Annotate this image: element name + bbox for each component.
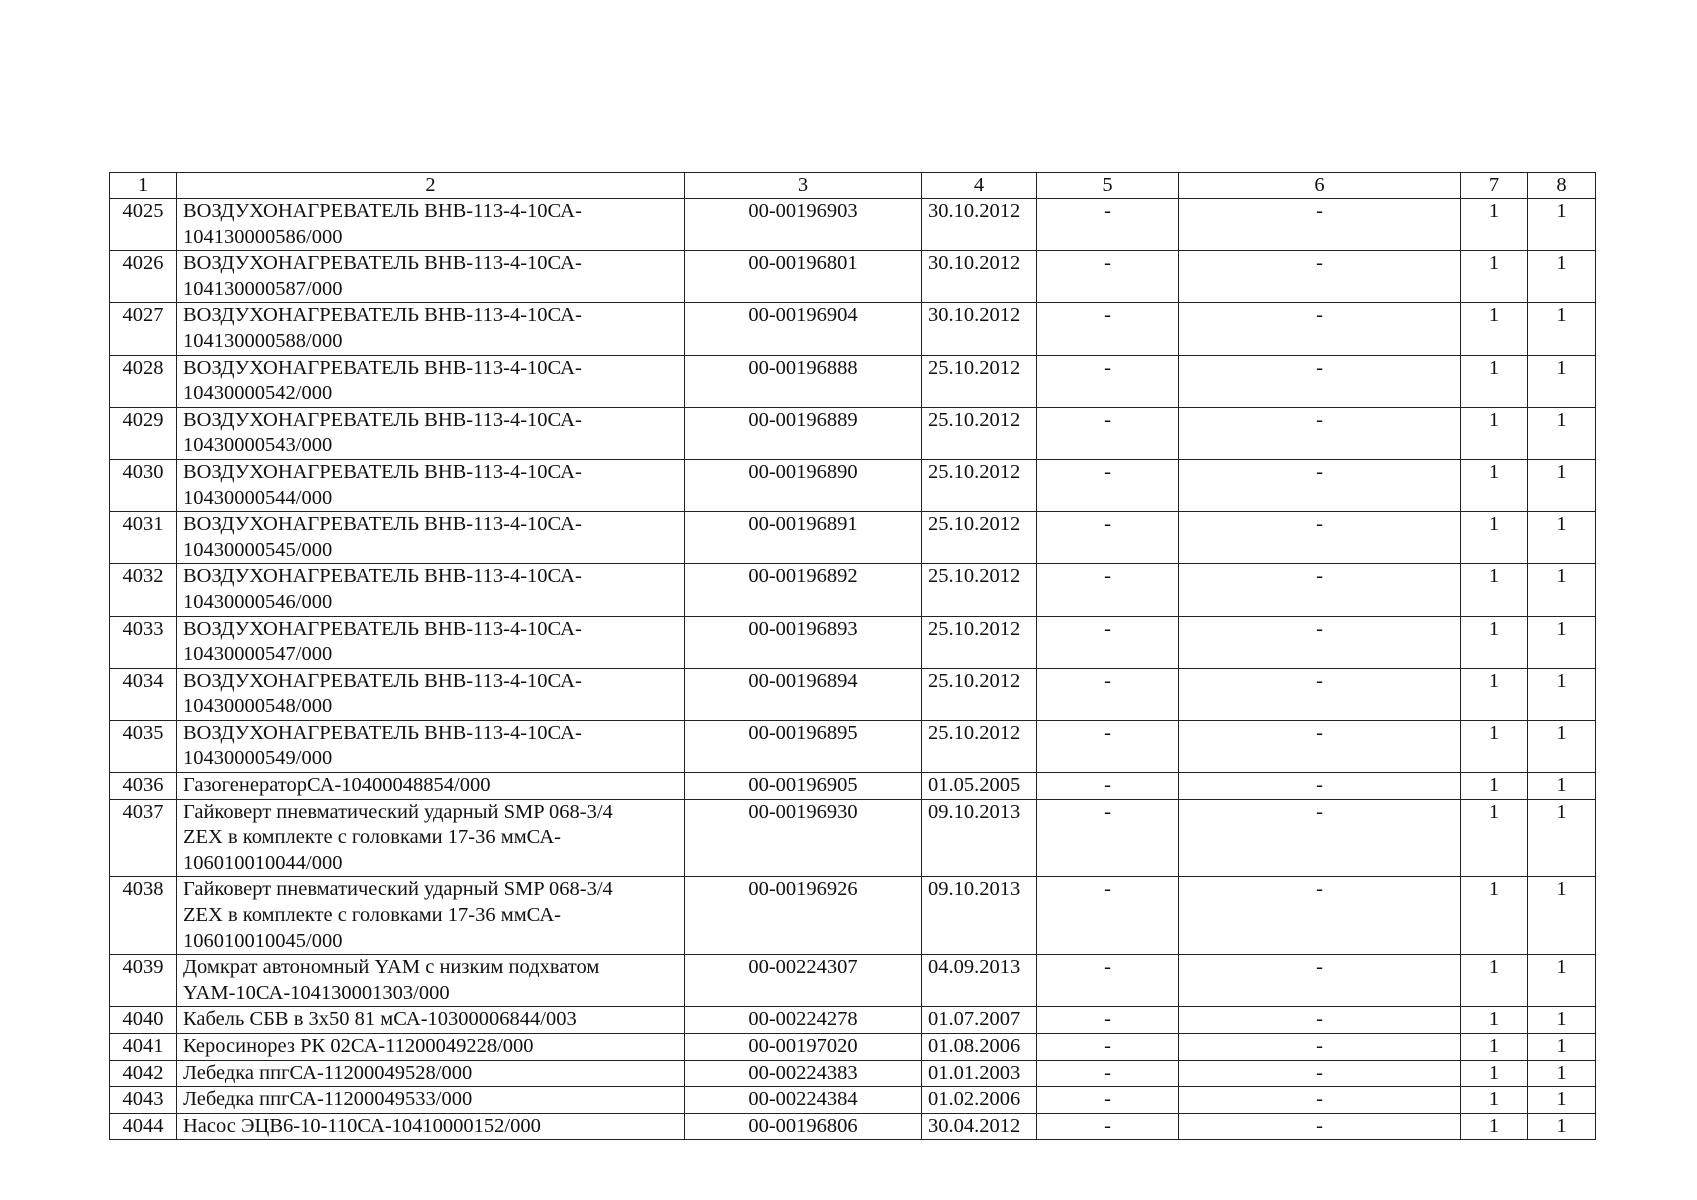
column-5-cell: - — [1037, 355, 1179, 407]
column-5-cell: - — [1037, 512, 1179, 564]
row-number-cell: 4044 — [110, 1113, 177, 1140]
item-name-line: 10430000546/000 — [183, 590, 333, 613]
item-name-line: Лебедка ппгСА-11200049533/000 — [183, 1088, 473, 1111]
item-name-line: ВОЗДУХОНАГРЕВАТЕЛЬ ВНВ-113-4-10СА- — [183, 669, 582, 692]
item-name-line: ВОЗДУХОНАГРЕВАТЕЛЬ ВНВ-113-4-10СА- — [183, 200, 582, 222]
item-name-line: YAM-10СА-104130001303/000 — [183, 981, 450, 1004]
column-8-cell: 1 — [1528, 1007, 1596, 1034]
column-8-cell: 1 — [1528, 1034, 1596, 1061]
column-5-cell: - — [1037, 877, 1179, 955]
table-row — [110, 1087, 1596, 1114]
column-7-cell: 1 — [1461, 459, 1528, 511]
column-5-cell: - — [1037, 955, 1179, 1007]
column-7-cell: 1 — [1461, 955, 1528, 1007]
row-number-cell: 4038 — [110, 877, 177, 955]
row-number-cell: 4035 — [110, 720, 177, 772]
item-name-line: Лебедка ппгСА-11200049528/000 — [183, 1061, 473, 1084]
row-number-cell: 4027 — [110, 303, 177, 355]
row-number-cell: 4025 — [110, 199, 177, 251]
item-name-line: Гайковерт пневматический ударный SMP 068-3/4 — [183, 800, 613, 823]
item-name-line: ZEX в комплекте с головками 17-36 ммСА- — [183, 904, 561, 927]
inventory-code-cell: 00-00196891 — [685, 512, 922, 564]
date-cell: 25.10.2012 — [922, 355, 1037, 407]
inventory-code-cell: 00-00197020 — [685, 1034, 922, 1061]
row-number-cell: 4030 — [110, 459, 177, 511]
table-row — [110, 1113, 1596, 1140]
column-8-cell: 1 — [1528, 459, 1596, 511]
row-number-cell: 4042 — [110, 1060, 177, 1087]
item-name-line: 104130000588/000 — [183, 329, 343, 352]
inventory-code-cell: 00-00196926 — [685, 877, 922, 955]
column-8-cell: 1 — [1528, 955, 1596, 1007]
item-name-line: ВОЗДУХОНАГРЕВАТЕЛЬ ВНВ-113-4-10СА- — [183, 356, 582, 379]
item-name-line: ВОЗДУХОНАГРЕВАТЕЛЬ ВНВ-113-4-10СА- — [183, 721, 582, 744]
table-row — [110, 668, 1596, 720]
table-row — [110, 459, 1596, 511]
inventory-code-cell: 00-00196904 — [685, 303, 922, 355]
column-7-cell: 1 — [1461, 512, 1528, 564]
column-6-cell: - — [1179, 512, 1461, 564]
date-cell: 25.10.2012 — [922, 616, 1037, 668]
table-row — [110, 407, 1596, 459]
item-name-line: 106010010044/000 — [183, 851, 343, 874]
item-name-line: ВОЗДУХОНАГРЕВАТЕЛЬ ВНВ-113-4-10СА- — [183, 513, 582, 536]
table-row — [110, 303, 1596, 355]
column-7-cell: 1 — [1461, 1060, 1528, 1087]
date-cell: 01.01.2003 — [922, 1060, 1037, 1087]
inventory-code-cell: 00-00196895 — [685, 720, 922, 772]
item-name-cell — [177, 616, 685, 668]
column-5-cell: - — [1037, 459, 1179, 511]
item-name-line: Насос ЭЦВ6-10-110СА-10410000152/000 — [183, 1114, 541, 1137]
column-7-cell: 1 — [1461, 303, 1528, 355]
column-5-cell: - — [1037, 1007, 1179, 1034]
column-7-cell: 1 — [1461, 799, 1528, 877]
column-7-cell: 1 — [1461, 668, 1528, 720]
item-name-line: ZEX в комплекте с головками 17-36 ммСА- — [183, 826, 561, 849]
column-8-cell: 1 — [1528, 303, 1596, 355]
column-7-cell: 1 — [1461, 1007, 1528, 1034]
column-6-cell: - — [1179, 1087, 1461, 1114]
column-header: 6 — [1179, 173, 1461, 199]
row-number-cell: 4040 — [110, 1007, 177, 1034]
date-cell: 01.02.2006 — [922, 1087, 1037, 1114]
date-cell: 30.10.2012 — [922, 303, 1037, 355]
inventory-code-cell: 00-00224278 — [685, 1007, 922, 1034]
column-8-cell: 1 — [1528, 877, 1596, 955]
column-8-cell: 1 — [1528, 616, 1596, 668]
inventory-code-cell: 00-00196890 — [685, 459, 922, 511]
item-name-line: 10430000545/000 — [183, 538, 333, 561]
date-cell: 25.10.2012 — [922, 459, 1037, 511]
column-7-cell: 1 — [1461, 407, 1528, 459]
item-name-cell — [177, 459, 685, 511]
item-name-line: ГазогенераторСА-10400048854/000 — [183, 774, 491, 797]
item-name-line: 104130000586/000 — [183, 225, 343, 248]
column-8-cell: 1 — [1528, 1087, 1596, 1114]
column-6-cell: - — [1179, 459, 1461, 511]
item-name-cell — [177, 1007, 685, 1034]
column-7-cell: 1 — [1461, 877, 1528, 955]
column-7-cell: 1 — [1461, 355, 1528, 407]
table-row — [110, 1007, 1596, 1034]
item-name-cell — [177, 720, 685, 772]
item-name-cell — [177, 199, 685, 251]
column-7-cell: 1 — [1461, 199, 1528, 251]
column-6-cell: - — [1179, 1034, 1461, 1061]
inventory-table — [109, 172, 1596, 1140]
column-7-cell: 1 — [1461, 1113, 1528, 1140]
column-7-cell: 1 — [1461, 564, 1528, 616]
column-header: 8 — [1528, 173, 1596, 199]
table-row — [110, 251, 1596, 303]
inventory-code-cell: 00-00196889 — [685, 407, 922, 459]
column-7-cell: 1 — [1461, 773, 1528, 800]
column-6-cell: - — [1179, 799, 1461, 877]
column-8-cell: 1 — [1528, 773, 1596, 800]
column-6-cell: - — [1179, 955, 1461, 1007]
column-7-cell: 1 — [1461, 251, 1528, 303]
item-name-line: 106010010045/000 — [183, 929, 343, 952]
column-6-cell: - — [1179, 1113, 1461, 1140]
column-5-cell: - — [1037, 1060, 1179, 1087]
table-row — [110, 773, 1596, 800]
date-cell: 25.10.2012 — [922, 407, 1037, 459]
row-number-cell: 4043 — [110, 1087, 177, 1114]
column-7-cell: 1 — [1461, 1034, 1528, 1061]
column-8-cell: 1 — [1528, 512, 1596, 564]
table-row — [110, 720, 1596, 772]
item-name-line: ВОЗДУХОНАГРЕВАТЕЛЬ ВНВ-113-4-10СА- — [183, 252, 582, 275]
inventory-code-cell: 00-00196806 — [685, 1113, 922, 1140]
item-name-line: ВОЗДУХОНАГРЕВАТЕЛЬ ВНВ-113-4-10СА- — [183, 460, 582, 483]
column-header: 4 — [922, 173, 1037, 199]
item-name-cell — [177, 355, 685, 407]
column-5-cell: - — [1037, 251, 1179, 303]
column-5-cell: - — [1037, 773, 1179, 800]
column-6-cell: - — [1179, 303, 1461, 355]
column-6-cell: - — [1179, 407, 1461, 459]
item-name-line: 10430000549/000 — [183, 747, 333, 770]
item-name-cell — [177, 1087, 685, 1114]
item-name-line: 10430000543/000 — [183, 434, 333, 457]
item-name-line: Керосинорез РК 02СА-11200049228/000 — [183, 1035, 534, 1057]
item-name-cell — [177, 407, 685, 459]
table-row — [110, 799, 1596, 877]
inventory-code-cell: 00-00196888 — [685, 355, 922, 407]
column-8-cell: 1 — [1528, 1113, 1596, 1140]
date-cell: 01.07.2007 — [922, 1007, 1037, 1034]
item-name-line: ВОЗДУХОНАГРЕВАТЕЛЬ ВНВ-113-4-10СА- — [183, 408, 582, 431]
item-name-line: 10430000548/000 — [183, 695, 333, 718]
date-cell: 30.04.2012 — [922, 1113, 1037, 1140]
item-name-cell — [177, 251, 685, 303]
column-8-cell: 1 — [1528, 668, 1596, 720]
table-row — [110, 1034, 1596, 1061]
item-name-cell — [177, 799, 685, 877]
column-8-cell: 1 — [1528, 799, 1596, 877]
column-header: 5 — [1037, 173, 1179, 199]
column-6-cell: - — [1179, 1060, 1461, 1087]
row-number-cell: 4028 — [110, 355, 177, 407]
inventory-code-cell: 00-00196894 — [685, 668, 922, 720]
column-header: 3 — [685, 173, 922, 199]
column-header: 7 — [1461, 173, 1528, 199]
item-name-cell — [177, 1113, 685, 1140]
inventory-code-cell: 00-00196893 — [685, 616, 922, 668]
table-header-row — [110, 173, 1596, 199]
column-5-cell: - — [1037, 720, 1179, 772]
table-row — [110, 355, 1596, 407]
column-7-cell: 1 — [1461, 616, 1528, 668]
inventory-code-cell: 00-00196892 — [685, 564, 922, 616]
column-5-cell: - — [1037, 564, 1179, 616]
date-cell: 01.08.2006 — [922, 1034, 1037, 1061]
item-name-cell — [177, 955, 685, 1007]
item-name-line: 10430000542/000 — [183, 382, 333, 405]
item-name-line: Домкрат автономный YAM с низким подхватом — [183, 956, 600, 979]
row-number-cell: 4026 — [110, 251, 177, 303]
column-8-cell: 1 — [1528, 407, 1596, 459]
table-body — [110, 199, 1596, 1140]
item-name-cell — [177, 564, 685, 616]
date-cell: 04.09.2013 — [922, 955, 1037, 1007]
item-name-line: Гайковерт пневматический ударный SMP 068-3/4 — [183, 878, 613, 901]
column-8-cell: 1 — [1528, 355, 1596, 407]
item-name-cell — [177, 1060, 685, 1087]
column-5-cell: - — [1037, 199, 1179, 251]
item-name-line: 10430000547/000 — [183, 643, 333, 666]
column-6-cell: - — [1179, 668, 1461, 720]
date-cell: 09.10.2013 — [922, 799, 1037, 877]
date-cell: 25.10.2012 — [922, 668, 1037, 720]
column-7-cell: 1 — [1461, 720, 1528, 772]
column-6-cell: - — [1179, 773, 1461, 800]
item-name-line: ВОЗДУХОНАГРЕВАТЕЛЬ ВНВ-113-4-10СА- — [183, 617, 582, 640]
column-5-cell: - — [1037, 616, 1179, 668]
date-cell: 09.10.2013 — [922, 877, 1037, 955]
item-name-line: 10430000544/000 — [183, 486, 333, 509]
date-cell: 01.05.2005 — [922, 773, 1037, 800]
column-8-cell: 1 — [1528, 564, 1596, 616]
item-name-cell — [177, 668, 685, 720]
column-6-cell: - — [1179, 564, 1461, 616]
table-row — [110, 199, 1596, 251]
inventory-code-cell: 00-00196905 — [685, 773, 922, 800]
row-number-cell: 4032 — [110, 564, 177, 616]
row-number-cell: 4033 — [110, 616, 177, 668]
date-cell: 25.10.2012 — [922, 512, 1037, 564]
column-6-cell: - — [1179, 1007, 1461, 1034]
row-number-cell: 4034 — [110, 668, 177, 720]
item-name-cell — [177, 877, 685, 955]
column-5-cell: - — [1037, 303, 1179, 355]
column-6-cell: - — [1179, 616, 1461, 668]
column-6-cell: - — [1179, 251, 1461, 303]
inventory-code-cell: 00-00224384 — [685, 1087, 922, 1114]
date-cell: 30.10.2012 — [922, 199, 1037, 251]
item-name-cell — [177, 512, 685, 564]
item-name-line: Кабель СБВ в 3х50 81 мСА-10300006844/003 — [183, 1008, 577, 1031]
item-name-cell — [177, 303, 685, 355]
column-header: 1 — [110, 173, 177, 199]
row-number-cell: 4036 — [110, 773, 177, 800]
column-8-cell: 1 — [1528, 251, 1596, 303]
table-row — [110, 512, 1596, 564]
column-header: 2 — [177, 173, 685, 199]
item-name-cell — [177, 1034, 685, 1061]
item-name-cell — [177, 773, 685, 800]
column-5-cell: - — [1037, 1113, 1179, 1140]
date-cell: 25.10.2012 — [922, 564, 1037, 616]
item-name-line: 104130000587/000 — [183, 277, 343, 300]
row-number-cell: 4037 — [110, 799, 177, 877]
column-5-cell: - — [1037, 1034, 1179, 1061]
table-row — [110, 564, 1596, 616]
column-8-cell: 1 — [1528, 199, 1596, 251]
column-5-cell: - — [1037, 407, 1179, 459]
inventory-code-cell: 00-00196903 — [685, 199, 922, 251]
column-6-cell: - — [1179, 720, 1461, 772]
item-name-line: ВОЗДУХОНАГРЕВАТЕЛЬ ВНВ-113-4-10СА- — [183, 565, 582, 588]
column-5-cell: - — [1037, 799, 1179, 877]
table-row — [110, 955, 1596, 1007]
row-number-cell: 4029 — [110, 407, 177, 459]
inventory-code-cell: 00-00196930 — [685, 799, 922, 877]
column-6-cell: - — [1179, 199, 1461, 251]
date-cell: 30.10.2012 — [922, 251, 1037, 303]
row-number-cell: 4039 — [110, 955, 177, 1007]
item-name-line: ВОЗДУХОНАГРЕВАТЕЛЬ ВНВ-113-4-10СА- — [183, 304, 582, 327]
column-8-cell: 1 — [1528, 720, 1596, 772]
table-row — [110, 877, 1596, 955]
table-row — [110, 616, 1596, 668]
inventory-code-cell: 00-00196801 — [685, 251, 922, 303]
column-6-cell: - — [1179, 355, 1461, 407]
column-5-cell: - — [1037, 668, 1179, 720]
table-row — [110, 1060, 1596, 1087]
column-6-cell: - — [1179, 877, 1461, 955]
row-number-cell: 4041 — [110, 1034, 177, 1061]
column-7-cell: 1 — [1461, 1087, 1528, 1114]
column-8-cell: 1 — [1528, 1060, 1596, 1087]
inventory-code-cell: 00-00224383 — [685, 1060, 922, 1087]
inventory-code-cell: 00-00224307 — [685, 955, 922, 1007]
row-number-cell: 4031 — [110, 512, 177, 564]
column-5-cell: - — [1037, 1087, 1179, 1114]
date-cell: 25.10.2012 — [922, 720, 1037, 772]
